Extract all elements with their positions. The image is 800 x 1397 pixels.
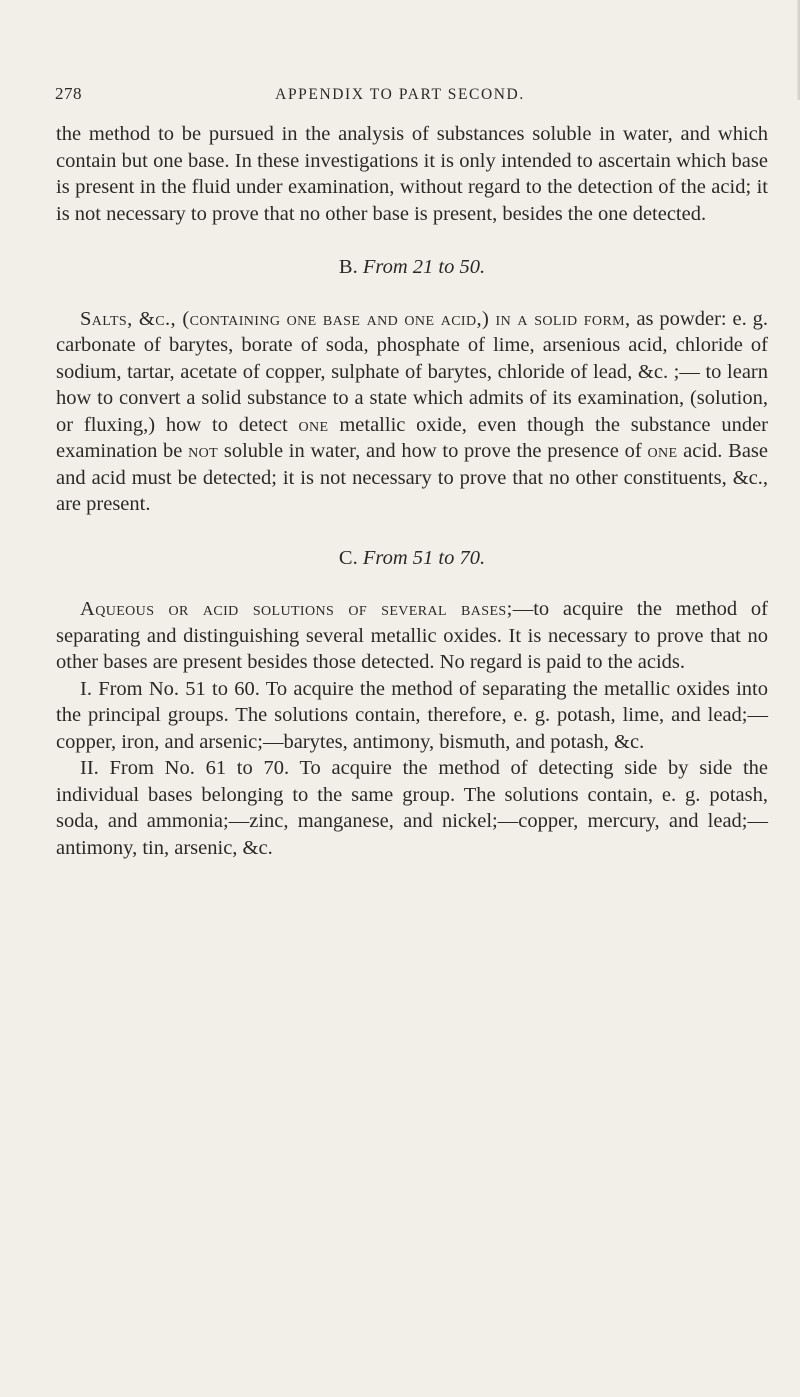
section-b-lead: Salts, &c., (containing one base and one acid,) in a solid form, [80, 307, 631, 330]
section-c-lead: Aqueous or acid solutions of several bases; [80, 598, 513, 620]
section-c-letter: C. [338, 546, 358, 569]
section-b-range: From 21 to 50. [362, 256, 486, 278]
section-c-subsection-i: I. From No. 51 to 60. To acquire the method of separating the metallic oxides into the principal groups. The solutions contain, therefore, e. g. potash, lime, and lead;—copper, iron, and arsenic;—barytes, antimony, bismuth, and potash, &c. [56, 677, 768, 753]
section-c-range: From 51 to 70. [362, 546, 486, 569]
intro-paragraph: the method to be pursued in the analysis of substances soluble in water, and which contain but one base. In these investigations it is only intended to ascertain which base is present in the fluid under examination, without regard to the detection of the acid; it is not necessary to prove that no other base is present, besides the one detected. [56, 123, 768, 225]
section-c-subsection-ii: II. From No. 61 to 70. To acquire the method of detecting side by side the individual bases belonging to the same group. The solutions contain, e. g. potash, soda, and ammonia;—zinc, manganese, and nickel;—copper, mercury, and lead;—antimony, tin, arsenic, &c. [56, 757, 768, 859]
running-head: APPENDIX TO PART SECOND. [275, 86, 525, 103]
section-b-paragraph: Salts, &c., (containing one base and one acid,) in a solid form, as powder: e. g. carbonate of barytes, borate of soda, phosphate of lime, arsenious acid, chloride of sodium, tartar, acetate of copper, sulphate of barytes, chloride of lead, &c. ;— to learn how to convert a solid substance to a state which admits of its examination, (solution, or fluxing,) how to detect one metallic oxide, even though the substance under examination be not soluble in water, and how to prove the presence of one acid. Base and acid must be detected; it is not necessary to prove that no other constituents, &c., are present. [56, 307, 768, 515]
page-number: 278 [55, 84, 82, 103]
page-header [0, 84, 800, 108]
section-c-heading [56, 545, 768, 572]
section-b-letter: B. [338, 256, 358, 278]
section-c-paragraph: Aqueous or acid solutions of several bases;—to acquire the method of separating and distinguishing several metallic oxides. It is necessary to prove that no other bases are present besides those detected. No regard is paid to the acids. [56, 598, 768, 673]
section-b-heading [56, 254, 768, 281]
body-text [56, 121, 768, 861]
